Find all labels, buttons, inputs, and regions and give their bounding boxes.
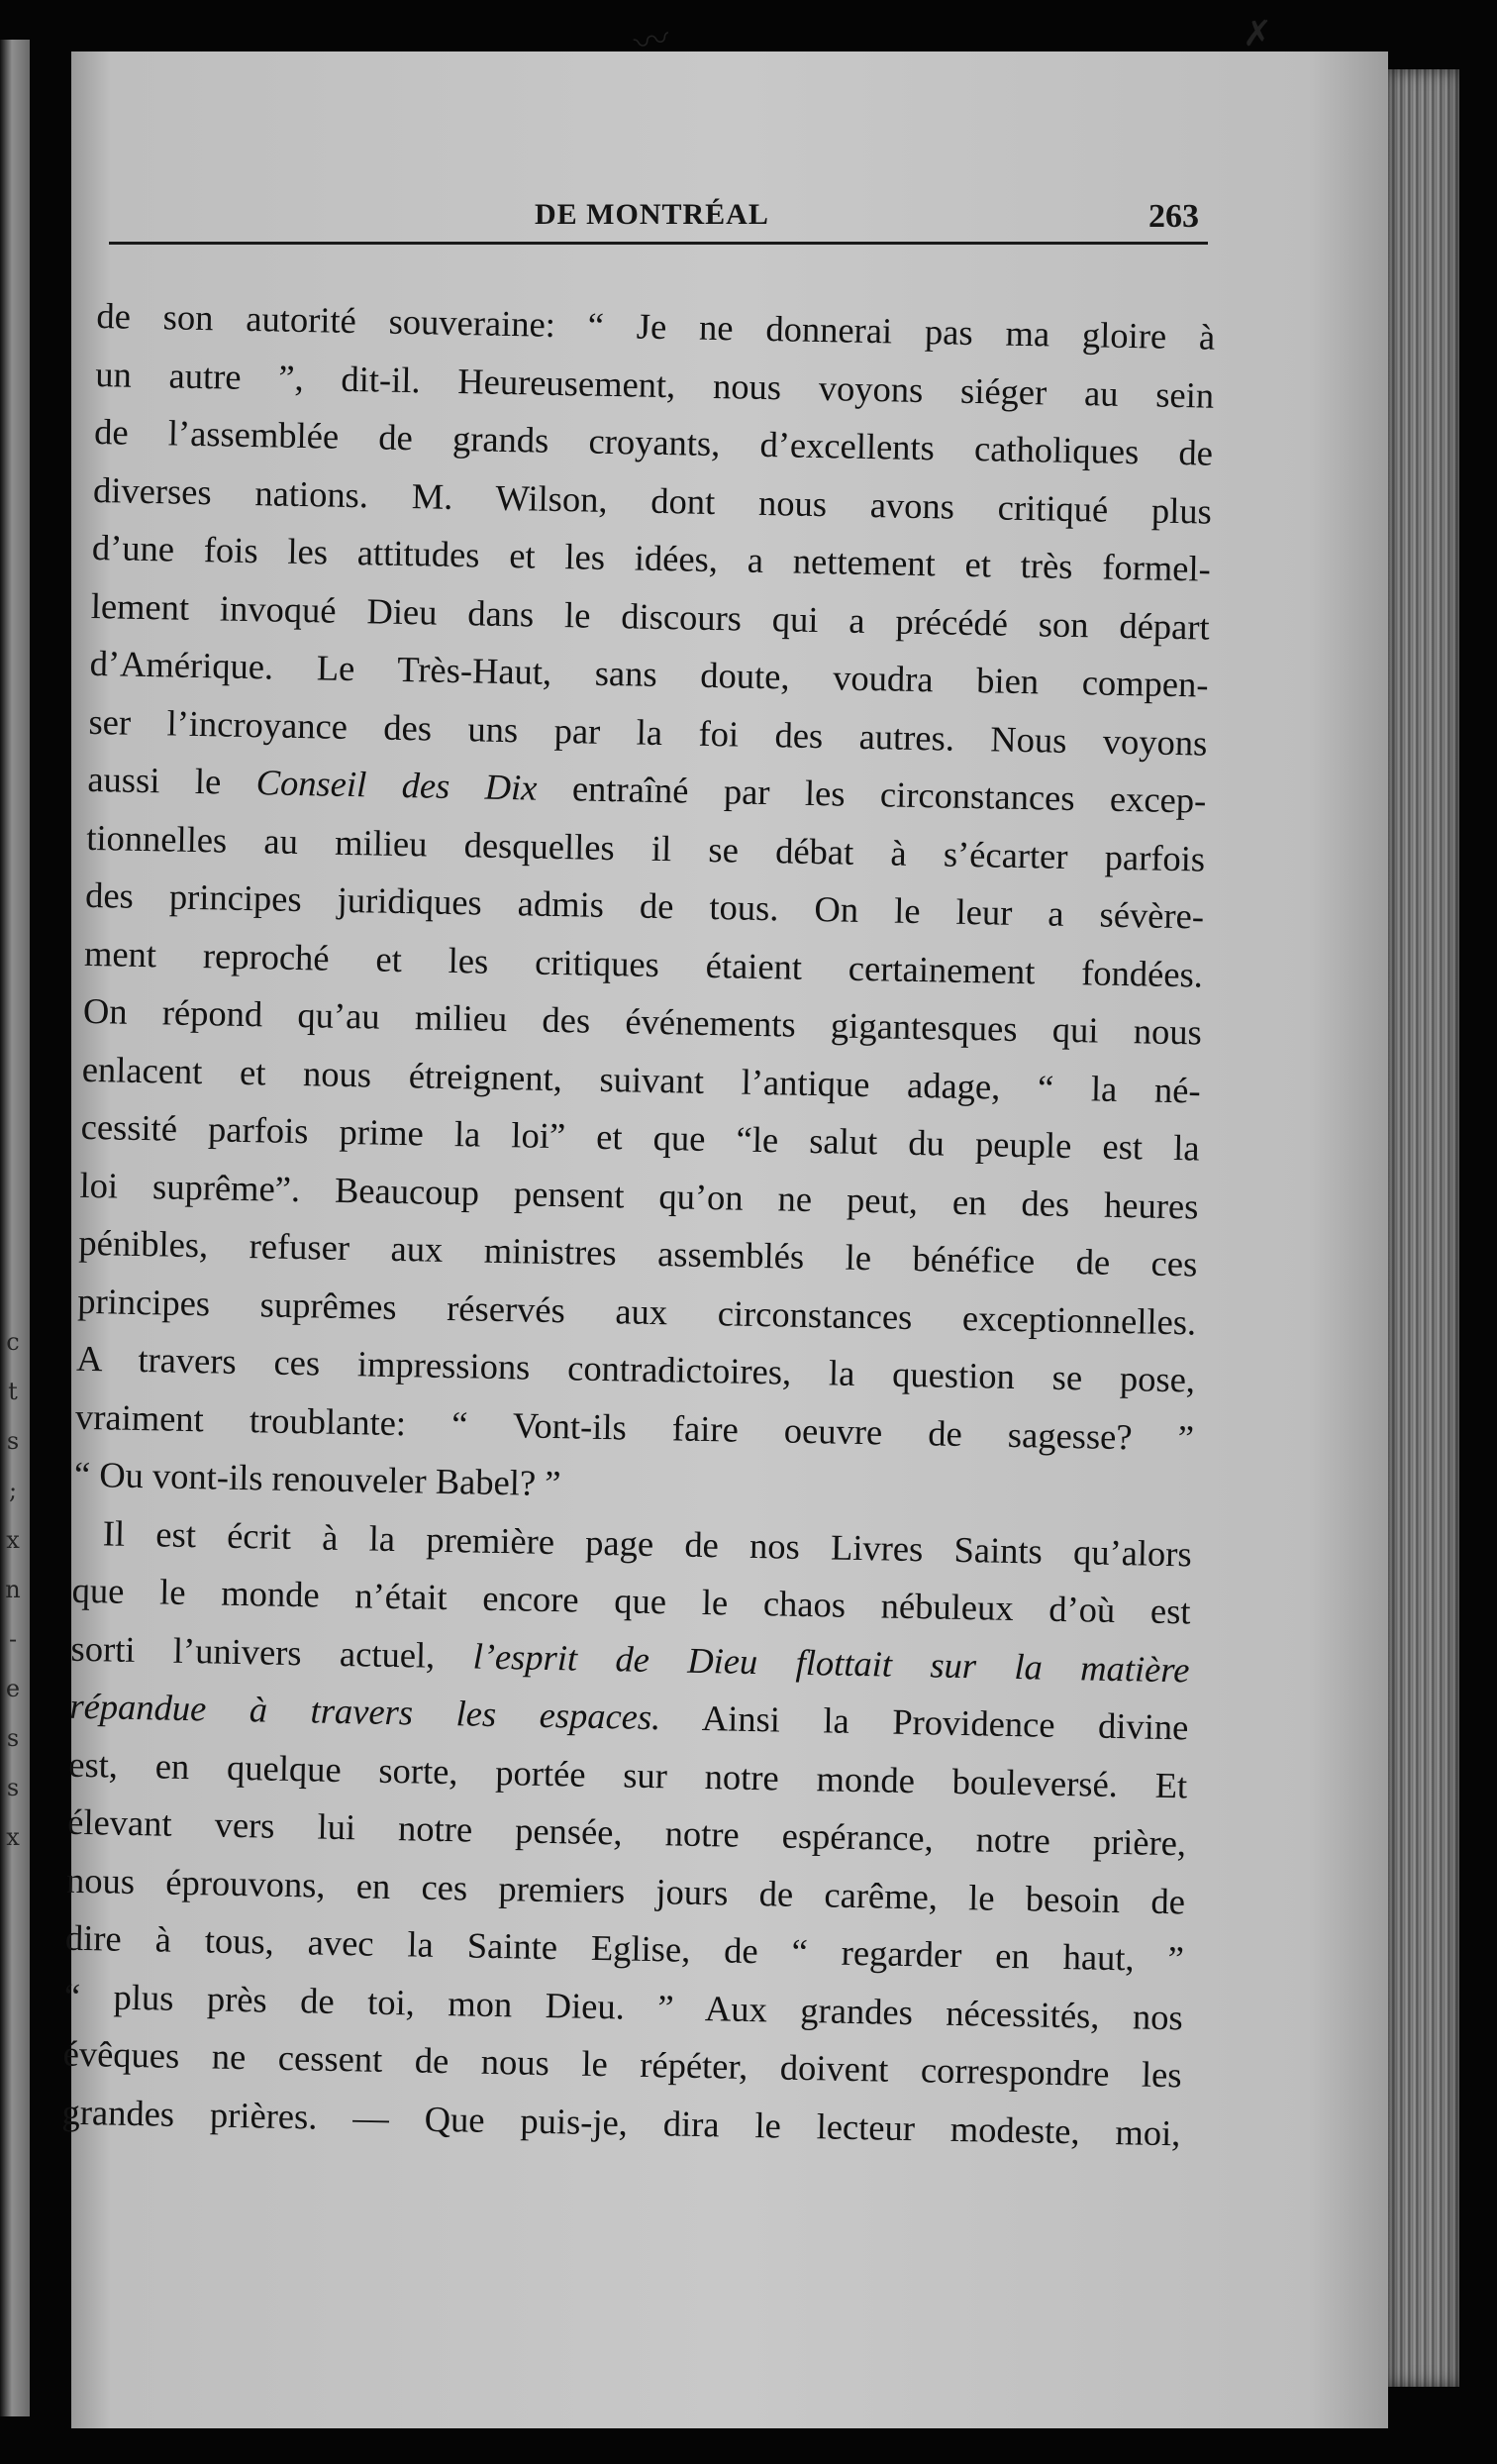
- text-segment: Ainsi la Providence divine: [659, 1696, 1189, 1748]
- text-segment: de l’assemblée de grands croyants, d’excellents catholiques de: [93, 410, 1214, 473]
- text-segment: sorti l’univers actuel,: [70, 1627, 474, 1677]
- margin-fragment: -: [8, 1625, 18, 1653]
- text-segment: pénibles, refuser aux ministres assemblés le bénéfice de ces: [78, 1221, 1198, 1284]
- text-segment: entraîné par les circonstances excep-: [537, 767, 1207, 821]
- margin-fragment: s: [6, 1774, 20, 1801]
- text-segment: est, en quelque sorte, portée sur notre monde bouleversé. Et: [67, 1743, 1188, 1805]
- margin-fragment: s: [6, 1724, 20, 1752]
- text-segment: grandes prières. — Que puis-je, dira le lecteur modeste, moi,: [61, 2091, 1181, 2153]
- text-segment: loi suprême”. Beaucoup pensent qu’on ne peut, en des heures: [79, 1164, 1199, 1227]
- italic-text: l’esprit de Dieu flottait sur la matière: [472, 1635, 1190, 1690]
- text-segment: de son autorité souveraine: “ Je ne donnerai pas ma gloire à: [96, 294, 1216, 358]
- text-segment: Il est écrit à la première page de nos Livres Saints qu’alors: [102, 1511, 1193, 1574]
- previous-page-letter-fragments: [2, 1317, 24, 1862]
- text-segment: A travers ces impressions contradictoires, la question se pose,: [75, 1337, 1196, 1400]
- margin-fragment: t: [8, 1378, 18, 1405]
- text-segment: que le monde n’était encore que le chaos nébuleux d’où est: [71, 1569, 1191, 1632]
- text-segment: lement invoqué Dieu dans le discours qui a précédé son départ: [90, 584, 1211, 648]
- page-number: 263: [1148, 198, 1199, 235]
- page-stack-edge: [1388, 69, 1459, 2387]
- text-segment: aussi le: [87, 758, 257, 803]
- text-segment: principes suprêmes réservés aux circonstances exceptionnelles.: [76, 1280, 1197, 1343]
- text-segment: des principes juridiques admis de tous. On le leur a sévère-: [84, 873, 1205, 937]
- italic-text: répandue à travers les espaces.: [69, 1685, 661, 1738]
- text-segment: ment reproché et les critiques étaient certainement fondées.: [83, 932, 1204, 995]
- header-rule: [109, 242, 1208, 245]
- text-segment: vraiment troublante: “ Vont-ils faire oeuvre de sagesse? ”: [74, 1395, 1195, 1458]
- text-segment: tionnelles au milieu desquelles il se débat à s’écarter parfois: [85, 816, 1206, 879]
- italic-text: Conseil des Dix: [255, 762, 538, 808]
- text-segment: “ plus près de toi, mon Dieu. ” Aux grandes nécessités, nos: [63, 1975, 1184, 2037]
- text-segment: dire à tous, avec la Sainte Eglise, de “ regarder en haut, ”: [64, 1916, 1185, 1980]
- text-segment: évêques ne cessent de nous le répéter, doivent correspondre les: [62, 2032, 1182, 2096]
- pen-mark-scribble: 〰: [630, 18, 674, 66]
- text-segment: enlacent et nous étreignent, suivant l’antique adage, “ la né-: [81, 1048, 1202, 1111]
- text-segment: d’une fois les attitudes et les idées, a nettement et très formel-: [91, 526, 1212, 589]
- margin-fragment: c: [6, 1328, 20, 1356]
- text-segment: “ Ou vont-ils renouveler Babel? ”: [73, 1453, 561, 1504]
- text-segment: ser l’incroyance des uns par la foi des autres. Nous voyons: [88, 700, 1208, 764]
- text-segment: diverses nations. M. Wilson, dont nous avons critiqué plus: [92, 468, 1213, 532]
- text-segment: On répond qu’au milieu des événements gigantesques qui nous: [82, 989, 1203, 1053]
- margin-fragment: e: [5, 1675, 21, 1702]
- running-head: DE MONTRÉAL: [535, 198, 769, 231]
- body-text: [61, 287, 1216, 2162]
- margin-fragment: x: [6, 1526, 20, 1554]
- text-segment: nous éprouvons, en ces premiers jours de carême, le besoin de: [65, 1859, 1186, 1921]
- text-segment: d’Amérique. Le Très-Haut, sans doute, voudra bien compen-: [89, 642, 1209, 705]
- margin-fragment: n: [5, 1576, 21, 1603]
- text-segment: un autre ”, dit-il. Heureusement, nous voyons siéger au sein: [94, 353, 1215, 416]
- margin-fragment: ;: [8, 1477, 18, 1504]
- text-segment: cessité parfois prime la loi” et que “le salut du peuple est la: [80, 1105, 1200, 1169]
- pen-mark-cross: ✗: [1243, 14, 1273, 54]
- margin-fragment: x: [6, 1823, 20, 1851]
- margin-fragment: s: [6, 1427, 20, 1455]
- previous-page-edge: [0, 40, 30, 2416]
- text-segment: élevant vers lui notre pensée, notre espérance, notre prière,: [66, 1800, 1187, 1864]
